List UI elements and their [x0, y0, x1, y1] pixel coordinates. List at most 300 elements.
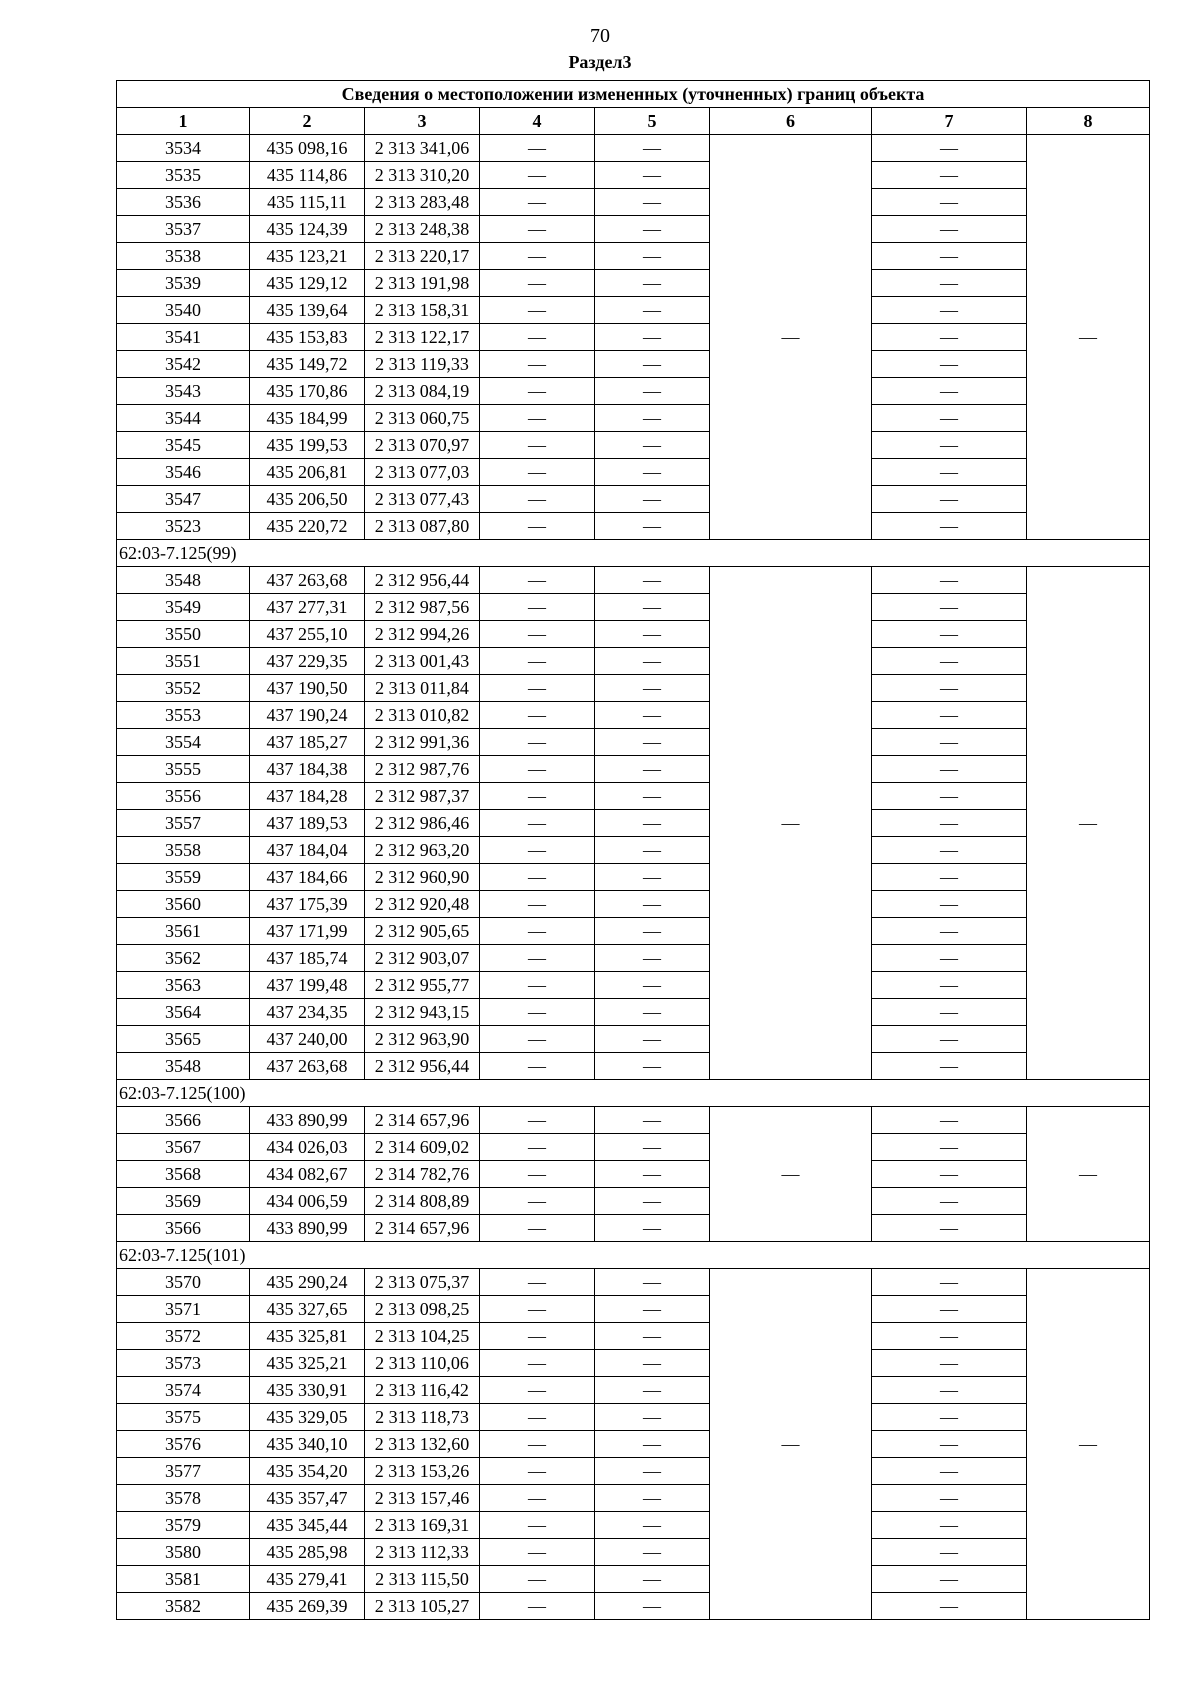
column-4-cell: — — [480, 648, 595, 675]
table-row — [117, 1323, 1150, 1350]
column-8-merged-cell: — — [1027, 135, 1150, 540]
column-5-cell: — — [595, 324, 710, 351]
point-number-cell: 3545 — [117, 432, 250, 459]
x-coordinate-cell: 437 175,39 — [250, 891, 365, 918]
column-4-cell: — — [480, 621, 595, 648]
y-coordinate-cell: 2 312 956,44 — [365, 567, 480, 594]
table-row — [117, 1134, 1150, 1161]
y-coordinate-cell: 2 312 960,90 — [365, 864, 480, 891]
y-coordinate-cell: 2 312 943,15 — [365, 999, 480, 1026]
y-coordinate-cell: 2 312 963,20 — [365, 837, 480, 864]
table-row — [117, 270, 1150, 297]
point-number-cell: 3566 — [117, 1107, 250, 1134]
y-coordinate-cell: 2 312 991,36 — [365, 729, 480, 756]
y-coordinate-cell: 2 313 077,43 — [365, 486, 480, 513]
x-coordinate-cell: 437 263,68 — [250, 567, 365, 594]
table-row — [117, 1404, 1150, 1431]
column-7-cell: — — [872, 216, 1027, 243]
table-row — [117, 1512, 1150, 1539]
column-7-cell: — — [872, 567, 1027, 594]
column-7-cell: — — [872, 243, 1027, 270]
table-row — [117, 162, 1150, 189]
table-row — [117, 1377, 1150, 1404]
point-number-cell: 3567 — [117, 1134, 250, 1161]
column-4-cell: — — [480, 1512, 595, 1539]
column-header-4: 4 — [480, 108, 595, 135]
column-5-cell: — — [595, 1566, 710, 1593]
x-coordinate-cell: 437 229,35 — [250, 648, 365, 675]
point-number-cell: 3535 — [117, 162, 250, 189]
column-7-cell: — — [872, 972, 1027, 999]
column-5-cell: — — [595, 378, 710, 405]
column-4-cell: — — [480, 918, 595, 945]
column-5-cell: — — [595, 270, 710, 297]
column-7-cell: — — [872, 1188, 1027, 1215]
column-4-cell: — — [480, 405, 595, 432]
column-4-cell: — — [480, 945, 595, 972]
column-5-cell: — — [595, 1053, 710, 1080]
x-coordinate-cell: 434 082,67 — [250, 1161, 365, 1188]
point-number-cell: 3534 — [117, 135, 250, 162]
column-header-8: 8 — [1027, 108, 1150, 135]
x-coordinate-cell: 435 123,21 — [250, 243, 365, 270]
column-5-cell: — — [595, 783, 710, 810]
column-5-cell: — — [595, 459, 710, 486]
table-row — [117, 405, 1150, 432]
table-row — [117, 1053, 1150, 1080]
point-number-cell: 3543 — [117, 378, 250, 405]
y-coordinate-cell: 2 312 986,46 — [365, 810, 480, 837]
table-row — [117, 945, 1150, 972]
column-header-6: 6 — [710, 108, 872, 135]
x-coordinate-cell: 435 354,20 — [250, 1458, 365, 1485]
column-5-cell: — — [595, 135, 710, 162]
column-4-cell: — — [480, 297, 595, 324]
point-number-cell: 3553 — [117, 702, 250, 729]
column-7-cell: — — [872, 459, 1027, 486]
column-4-cell: — — [480, 864, 595, 891]
point-number-cell: 3542 — [117, 351, 250, 378]
column-6-merged-cell: — — [710, 135, 872, 540]
column-4-cell: — — [480, 1161, 595, 1188]
column-7-cell: — — [872, 297, 1027, 324]
table-row — [117, 594, 1150, 621]
y-coordinate-cell: 2 313 248,38 — [365, 216, 480, 243]
x-coordinate-cell: 437 189,53 — [250, 810, 365, 837]
column-5-cell: — — [595, 1188, 710, 1215]
table-row — [117, 810, 1150, 837]
x-coordinate-cell: 437 190,50 — [250, 675, 365, 702]
point-number-cell: 3551 — [117, 648, 250, 675]
column-5-cell: — — [595, 1512, 710, 1539]
x-coordinate-cell: 435 220,72 — [250, 513, 365, 540]
x-coordinate-cell: 435 279,41 — [250, 1566, 365, 1593]
column-5-cell: — — [595, 945, 710, 972]
coordinates-table — [116, 80, 1150, 1620]
column-7-cell: — — [872, 378, 1027, 405]
column-4-cell: — — [480, 675, 595, 702]
column-5-cell: — — [595, 1107, 710, 1134]
column-4-cell: — — [480, 972, 595, 999]
y-coordinate-cell: 2 313 115,50 — [365, 1566, 480, 1593]
group-header-row — [117, 1080, 1150, 1107]
table-row — [117, 837, 1150, 864]
column-8-merged-cell: — — [1027, 1269, 1150, 1620]
column-5-cell: — — [595, 216, 710, 243]
point-number-cell: 3552 — [117, 675, 250, 702]
table-row — [117, 972, 1150, 999]
point-number-cell: 3558 — [117, 837, 250, 864]
column-4-cell: — — [480, 1269, 595, 1296]
group-label: 62:03-7.125(99) — [117, 540, 1150, 567]
column-4-cell: — — [480, 1026, 595, 1053]
column-4-cell: — — [480, 135, 595, 162]
column-5-cell: — — [595, 1539, 710, 1566]
x-coordinate-cell: 435 327,65 — [250, 1296, 365, 1323]
table-row — [117, 1485, 1150, 1512]
column-7-cell: — — [872, 351, 1027, 378]
x-coordinate-cell: 435 114,86 — [250, 162, 365, 189]
table-row — [117, 1350, 1150, 1377]
column-7-cell: — — [872, 945, 1027, 972]
column-5-cell: — — [595, 1215, 710, 1242]
column-5-cell: — — [595, 675, 710, 702]
column-4-cell: — — [480, 756, 595, 783]
x-coordinate-cell: 435 170,86 — [250, 378, 365, 405]
column-8-merged-cell: — — [1027, 567, 1150, 1080]
column-5-cell: — — [595, 1269, 710, 1296]
y-coordinate-cell: 2 313 116,42 — [365, 1377, 480, 1404]
column-7-cell: — — [872, 729, 1027, 756]
group-header-row — [117, 540, 1150, 567]
y-coordinate-cell: 2 312 920,48 — [365, 891, 480, 918]
y-coordinate-cell: 2 313 169,31 — [365, 1512, 480, 1539]
table-row — [117, 702, 1150, 729]
x-coordinate-cell: 437 240,00 — [250, 1026, 365, 1053]
y-coordinate-cell: 2 313 010,82 — [365, 702, 480, 729]
column-6-merged-cell: — — [710, 567, 872, 1080]
x-coordinate-cell: 437 185,27 — [250, 729, 365, 756]
y-coordinate-cell: 2 312 987,37 — [365, 783, 480, 810]
table-row — [117, 1431, 1150, 1458]
table-row — [117, 756, 1150, 783]
column-4-cell: — — [480, 702, 595, 729]
table-row — [117, 567, 1150, 594]
column-7-cell: — — [872, 1431, 1027, 1458]
column-5-cell: — — [595, 1485, 710, 1512]
x-coordinate-cell: 435 206,81 — [250, 459, 365, 486]
column-5-cell: — — [595, 243, 710, 270]
column-7-cell: — — [872, 1296, 1027, 1323]
column-4-cell: — — [480, 1377, 595, 1404]
column-4-cell: — — [480, 378, 595, 405]
x-coordinate-cell: 435 340,10 — [250, 1431, 365, 1458]
column-5-cell: — — [595, 405, 710, 432]
point-number-cell: 3574 — [117, 1377, 250, 1404]
table-row — [117, 378, 1150, 405]
y-coordinate-cell: 2 313 122,17 — [365, 324, 480, 351]
column-4-cell: — — [480, 1134, 595, 1161]
table-row — [117, 351, 1150, 378]
table-row — [117, 324, 1150, 351]
y-coordinate-cell: 2 313 132,60 — [365, 1431, 480, 1458]
table-row — [117, 486, 1150, 513]
table-body — [117, 135, 1150, 1620]
table-row — [117, 864, 1150, 891]
y-coordinate-cell: 2 313 157,46 — [365, 1485, 480, 1512]
y-coordinate-cell: 2 313 098,25 — [365, 1296, 480, 1323]
column-header-3: 3 — [365, 108, 480, 135]
x-coordinate-cell: 437 184,28 — [250, 783, 365, 810]
x-coordinate-cell: 435 199,53 — [250, 432, 365, 459]
column-4-cell: — — [480, 837, 595, 864]
point-number-cell: 3581 — [117, 1566, 250, 1593]
column-7-cell: — — [872, 999, 1027, 1026]
column-7-cell: — — [872, 1377, 1027, 1404]
y-coordinate-cell: 2 312 987,56 — [365, 594, 480, 621]
y-coordinate-cell: 2 312 987,76 — [365, 756, 480, 783]
point-number-cell: 3579 — [117, 1512, 250, 1539]
column-4-cell: — — [480, 1593, 595, 1620]
y-coordinate-cell: 2 312 956,44 — [365, 1053, 480, 1080]
y-coordinate-cell: 2 313 310,20 — [365, 162, 480, 189]
point-number-cell: 3561 — [117, 918, 250, 945]
column-5-cell: — — [595, 1377, 710, 1404]
column-7-cell: — — [872, 1026, 1027, 1053]
column-7-cell: — — [872, 513, 1027, 540]
y-coordinate-cell: 2 313 191,98 — [365, 270, 480, 297]
column-7-cell: — — [872, 1350, 1027, 1377]
table-row — [117, 999, 1150, 1026]
column-7-cell: — — [872, 1512, 1027, 1539]
column-7-cell: — — [872, 189, 1027, 216]
table-row — [117, 648, 1150, 675]
point-number-cell: 3577 — [117, 1458, 250, 1485]
column-4-cell: — — [480, 999, 595, 1026]
column-4-cell: — — [480, 1539, 595, 1566]
column-7-cell: — — [872, 1161, 1027, 1188]
point-number-cell: 3571 — [117, 1296, 250, 1323]
point-number-cell: 3540 — [117, 297, 250, 324]
table-row — [117, 1026, 1150, 1053]
column-4-cell: — — [480, 162, 595, 189]
table-row — [117, 1458, 1150, 1485]
point-number-cell: 3576 — [117, 1431, 250, 1458]
table-row — [117, 1296, 1150, 1323]
point-number-cell: 3557 — [117, 810, 250, 837]
column-4-cell: — — [480, 351, 595, 378]
x-coordinate-cell: 434 006,59 — [250, 1188, 365, 1215]
column-4-cell: — — [480, 324, 595, 351]
column-7-cell: — — [872, 486, 1027, 513]
table-row — [117, 783, 1150, 810]
point-number-cell: 3536 — [117, 189, 250, 216]
point-number-cell: 3544 — [117, 405, 250, 432]
x-coordinate-cell: 437 171,99 — [250, 918, 365, 945]
y-coordinate-cell: 2 313 011,84 — [365, 675, 480, 702]
y-coordinate-cell: 2 314 657,96 — [365, 1215, 480, 1242]
y-coordinate-cell: 2 312 994,26 — [365, 621, 480, 648]
y-coordinate-cell: 2 313 112,33 — [365, 1539, 480, 1566]
column-5-cell: — — [595, 1323, 710, 1350]
point-number-cell: 3570 — [117, 1269, 250, 1296]
column-header-7: 7 — [872, 108, 1027, 135]
point-number-cell: 3537 — [117, 216, 250, 243]
column-5-cell: — — [595, 729, 710, 756]
y-coordinate-cell: 2 313 341,06 — [365, 135, 480, 162]
section-title: Раздел3 — [568, 52, 632, 72]
y-coordinate-cell: 2 314 808,89 — [365, 1188, 480, 1215]
y-coordinate-cell: 2 313 153,26 — [365, 1458, 480, 1485]
column-5-cell: — — [595, 486, 710, 513]
column-7-cell: — — [872, 1404, 1027, 1431]
point-number-cell: 3582 — [117, 1593, 250, 1620]
y-coordinate-cell: 2 312 903,07 — [365, 945, 480, 972]
point-number-cell: 3546 — [117, 459, 250, 486]
column-7-cell: — — [872, 1458, 1027, 1485]
x-coordinate-cell: 435 206,50 — [250, 486, 365, 513]
x-coordinate-cell: 437 199,48 — [250, 972, 365, 999]
column-4-cell: — — [480, 567, 595, 594]
point-number-cell: 3554 — [117, 729, 250, 756]
column-4-cell: — — [480, 459, 595, 486]
column-5-cell: — — [595, 756, 710, 783]
column-7-cell: — — [872, 1269, 1027, 1296]
column-5-cell: — — [595, 162, 710, 189]
x-coordinate-cell: 435 184,99 — [250, 405, 365, 432]
table-row — [117, 1269, 1150, 1296]
y-coordinate-cell: 2 314 657,96 — [365, 1107, 480, 1134]
column-7-cell: — — [872, 135, 1027, 162]
point-number-cell: 3580 — [117, 1539, 250, 1566]
column-5-cell: — — [595, 567, 710, 594]
point-number-cell: 3560 — [117, 891, 250, 918]
point-number-cell: 3563 — [117, 972, 250, 999]
column-5-cell: — — [595, 432, 710, 459]
column-5-cell: — — [595, 351, 710, 378]
column-7-cell: — — [872, 1539, 1027, 1566]
point-number-cell: 3548 — [117, 1053, 250, 1080]
column-4-cell: — — [480, 891, 595, 918]
column-5-cell: — — [595, 621, 710, 648]
column-4-cell: — — [480, 486, 595, 513]
table-row — [117, 1566, 1150, 1593]
column-4-cell: — — [480, 1107, 595, 1134]
point-number-cell: 3538 — [117, 243, 250, 270]
x-coordinate-cell: 437 190,24 — [250, 702, 365, 729]
column-5-cell: — — [595, 999, 710, 1026]
point-number-cell: 3573 — [117, 1350, 250, 1377]
column-header-1: 1 — [117, 108, 250, 135]
point-number-cell: 3564 — [117, 999, 250, 1026]
table-row — [117, 621, 1150, 648]
y-coordinate-cell: 2 314 609,02 — [365, 1134, 480, 1161]
column-header-5: 5 — [595, 108, 710, 135]
column-4-cell: — — [480, 1215, 595, 1242]
x-coordinate-cell: 437 184,66 — [250, 864, 365, 891]
point-number-cell: 3539 — [117, 270, 250, 297]
x-coordinate-cell: 435 139,64 — [250, 297, 365, 324]
column-4-cell: — — [480, 513, 595, 540]
table-row — [117, 243, 1150, 270]
column-5-cell: — — [595, 189, 710, 216]
column-7-cell: — — [872, 1566, 1027, 1593]
column-7-cell: — — [872, 621, 1027, 648]
point-number-cell: 3541 — [117, 324, 250, 351]
column-7-cell: — — [872, 783, 1027, 810]
table-caption: Сведения о местоположении измененных (уточненных) границ объекта — [117, 81, 1150, 108]
point-number-cell: 3548 — [117, 567, 250, 594]
column-5-cell: — — [595, 594, 710, 621]
x-coordinate-cell: 435 098,16 — [250, 135, 365, 162]
table-row — [117, 135, 1150, 162]
y-coordinate-cell: 2 313 087,80 — [365, 513, 480, 540]
point-number-cell: 3559 — [117, 864, 250, 891]
y-coordinate-cell: 2 313 060,75 — [365, 405, 480, 432]
column-5-cell: — — [595, 972, 710, 999]
x-coordinate-cell: 435 325,21 — [250, 1350, 365, 1377]
point-number-cell: 3556 — [117, 783, 250, 810]
column-5-cell: — — [595, 1404, 710, 1431]
x-coordinate-cell: 435 153,83 — [250, 324, 365, 351]
column-5-cell: — — [595, 1458, 710, 1485]
column-4-cell: — — [480, 1431, 595, 1458]
point-number-cell: 3547 — [117, 486, 250, 513]
y-coordinate-cell: 2 313 077,03 — [365, 459, 480, 486]
column-4-cell: — — [480, 1566, 595, 1593]
column-5-cell: — — [595, 1134, 710, 1161]
column-4-cell: — — [480, 1485, 595, 1512]
table-row — [117, 891, 1150, 918]
x-coordinate-cell: 433 890,99 — [250, 1107, 365, 1134]
column-7-cell: — — [872, 162, 1027, 189]
table-row — [117, 675, 1150, 702]
point-number-cell: 3555 — [117, 756, 250, 783]
group-header-row — [117, 1242, 1150, 1269]
column-5-cell: — — [595, 1431, 710, 1458]
page-number: 70 — [590, 25, 610, 47]
x-coordinate-cell: 435 329,05 — [250, 1404, 365, 1431]
y-coordinate-cell: 2 313 084,19 — [365, 378, 480, 405]
y-coordinate-cell: 2 313 075,37 — [365, 1269, 480, 1296]
table-row — [117, 513, 1150, 540]
table-row — [117, 729, 1150, 756]
y-coordinate-cell: 2 313 158,31 — [365, 297, 480, 324]
column-7-cell: — — [872, 405, 1027, 432]
table-row — [117, 297, 1150, 324]
column-5-cell: — — [595, 837, 710, 864]
column-7-cell: — — [872, 837, 1027, 864]
column-4-cell: — — [480, 594, 595, 621]
y-coordinate-cell: 2 313 105,27 — [365, 1593, 480, 1620]
x-coordinate-cell: 434 026,03 — [250, 1134, 365, 1161]
y-coordinate-cell: 2 312 963,90 — [365, 1026, 480, 1053]
table-row — [117, 459, 1150, 486]
column-4-cell: — — [480, 1404, 595, 1431]
column-4-cell: — — [480, 729, 595, 756]
x-coordinate-cell: 435 345,44 — [250, 1512, 365, 1539]
column-4-cell: — — [480, 1458, 595, 1485]
x-coordinate-cell: 435 115,11 — [250, 189, 365, 216]
column-5-cell: — — [595, 1161, 710, 1188]
point-number-cell: 3572 — [117, 1323, 250, 1350]
column-7-cell: — — [872, 432, 1027, 459]
column-5-cell: — — [595, 513, 710, 540]
x-coordinate-cell: 435 269,39 — [250, 1593, 365, 1620]
group-label: 62:03-7.125(101) — [117, 1242, 1150, 1269]
point-number-cell: 3550 — [117, 621, 250, 648]
column-7-cell: — — [872, 1593, 1027, 1620]
